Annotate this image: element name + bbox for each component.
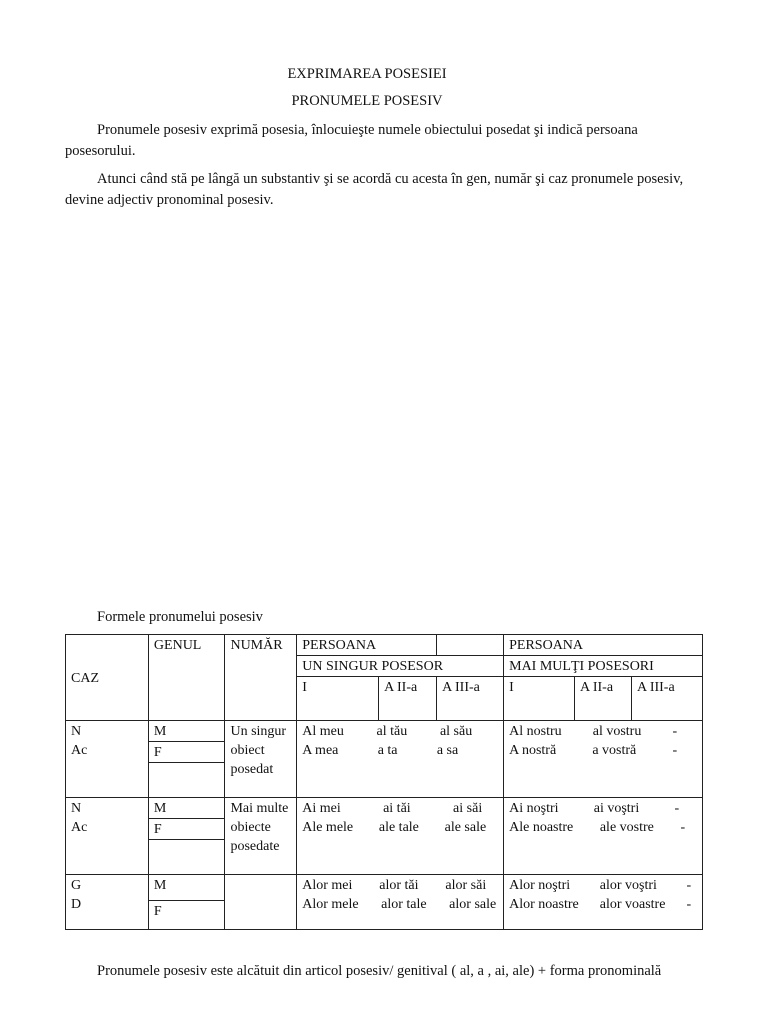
cell-genul (148, 721, 225, 798)
header-pers-1-multi: I (504, 677, 575, 721)
cell-caz (66, 798, 149, 875)
header-persoana-multi: PERSOANA (504, 635, 703, 656)
cell-forms-many-owners (504, 798, 703, 875)
form: - (680, 820, 686, 835)
form: Al meu (302, 724, 344, 739)
case-label: N (71, 724, 82, 739)
header-pers-2-multi: A II-a (575, 677, 632, 721)
table-caption: Formele pronumelui posesiv (97, 609, 263, 625)
form: - (686, 897, 692, 912)
form: ale sale (444, 820, 487, 835)
form: A nostră (509, 743, 557, 758)
form: - (686, 878, 692, 893)
cell-numar: Un singur obiect posedat (225, 721, 297, 798)
paragraph-adjective: Atunci când stă pe lângă un substantiv şi se acordă cu acesta în gen, număr şi caz pronumele posesiv, devine adjectiv pronominal posesiv. (65, 171, 684, 208)
header-persoana-singur: PERSOANA (297, 635, 437, 656)
form: - (674, 801, 680, 816)
possessive-forms-table (65, 634, 703, 930)
case-label: Ac (71, 743, 88, 758)
paragraph-composition: Pronumele posesiv este alcătuit din articol posesiv/ genitival ( al, a , ai, ale) + forma pronominală (97, 963, 662, 979)
form: alor voştri (599, 878, 657, 893)
case-label: G (71, 878, 82, 893)
form: al vostru (592, 724, 642, 739)
form: al tău (376, 724, 408, 739)
cell-genul (148, 798, 225, 875)
form: Alor noastre (509, 897, 579, 912)
table-row (66, 721, 703, 798)
form: Ai mei (302, 801, 341, 816)
cell-genul (148, 875, 225, 930)
header-pers-3-multi: A III-a (631, 677, 702, 721)
gender-empty (149, 762, 225, 782)
form: Ai noştri (509, 801, 559, 816)
form: A mea (302, 743, 339, 758)
form: ai tăi (383, 801, 411, 816)
case-label: N (71, 801, 82, 816)
form: Ale mele (302, 820, 354, 835)
header-pers-3-singur: A III-a (437, 677, 504, 721)
form: ai săi (453, 801, 483, 816)
case-label: Ac (71, 820, 88, 835)
form: Alor noştri (509, 878, 571, 893)
form: ale vostre (599, 820, 654, 835)
cell-forms-one-owner (297, 875, 504, 930)
form: alor tăi (379, 878, 419, 893)
cell-forms-one-owner (297, 798, 504, 875)
header-genul: GENUL (148, 635, 225, 721)
form: - (672, 724, 678, 739)
document-title: EXPRIMAREA POSESIEI (287, 66, 447, 82)
cell-caz (66, 875, 149, 930)
gender-label: F (149, 741, 225, 762)
table-row (66, 875, 703, 930)
form: - (672, 743, 678, 758)
header-mai-multi-posesori: MAI MULŢI POSESORI (504, 656, 703, 677)
form: alor tale (381, 897, 427, 912)
gender-label: M (153, 724, 167, 739)
gender-label: M (153, 801, 167, 816)
case-label: D (71, 897, 82, 912)
cell-forms-one-owner (297, 721, 504, 798)
form: alor voastre (599, 897, 666, 912)
gender-label: M (153, 878, 167, 893)
gender-empty (149, 839, 225, 859)
cell-numar: Mai multe obiecte posedate (225, 798, 297, 875)
header-pers-1-singur: I (297, 677, 379, 721)
form: alor sale (449, 897, 497, 912)
header-pers-2-singur: A II-a (379, 677, 437, 721)
form: ai voştri (593, 801, 640, 816)
cell-numar (225, 875, 297, 930)
form: Al nostru (509, 724, 562, 739)
gender-label: F (149, 818, 225, 839)
header-un-singur-posesor: UN SINGUR POSESOR (297, 656, 504, 677)
form: Ale noastre (509, 820, 574, 835)
cell-forms-many-owners (504, 721, 703, 798)
cell-caz (66, 721, 149, 798)
header-empty-cell (437, 635, 504, 656)
header-numar: NUMĂR (225, 635, 297, 721)
form: ale tale (378, 820, 419, 835)
form: al său (439, 724, 473, 739)
document-subtitle: PRONUMELE POSESIV (291, 93, 443, 109)
form: a ta (377, 743, 398, 758)
form: Alor mele (302, 897, 359, 912)
table-row (66, 798, 703, 875)
cell-forms-many-owners (504, 875, 703, 930)
gender-label: F (149, 900, 225, 921)
form: alor săi (445, 878, 487, 893)
header-caz: CAZ (66, 635, 149, 721)
form: a vostră (592, 743, 637, 758)
form: a sa (436, 743, 459, 758)
form: Alor mei (302, 878, 353, 893)
paragraph-definition: Pronumele posesiv exprimă posesia, înlocuieşte numele obiectului posedat şi indică persoana posesorului. (65, 122, 638, 159)
